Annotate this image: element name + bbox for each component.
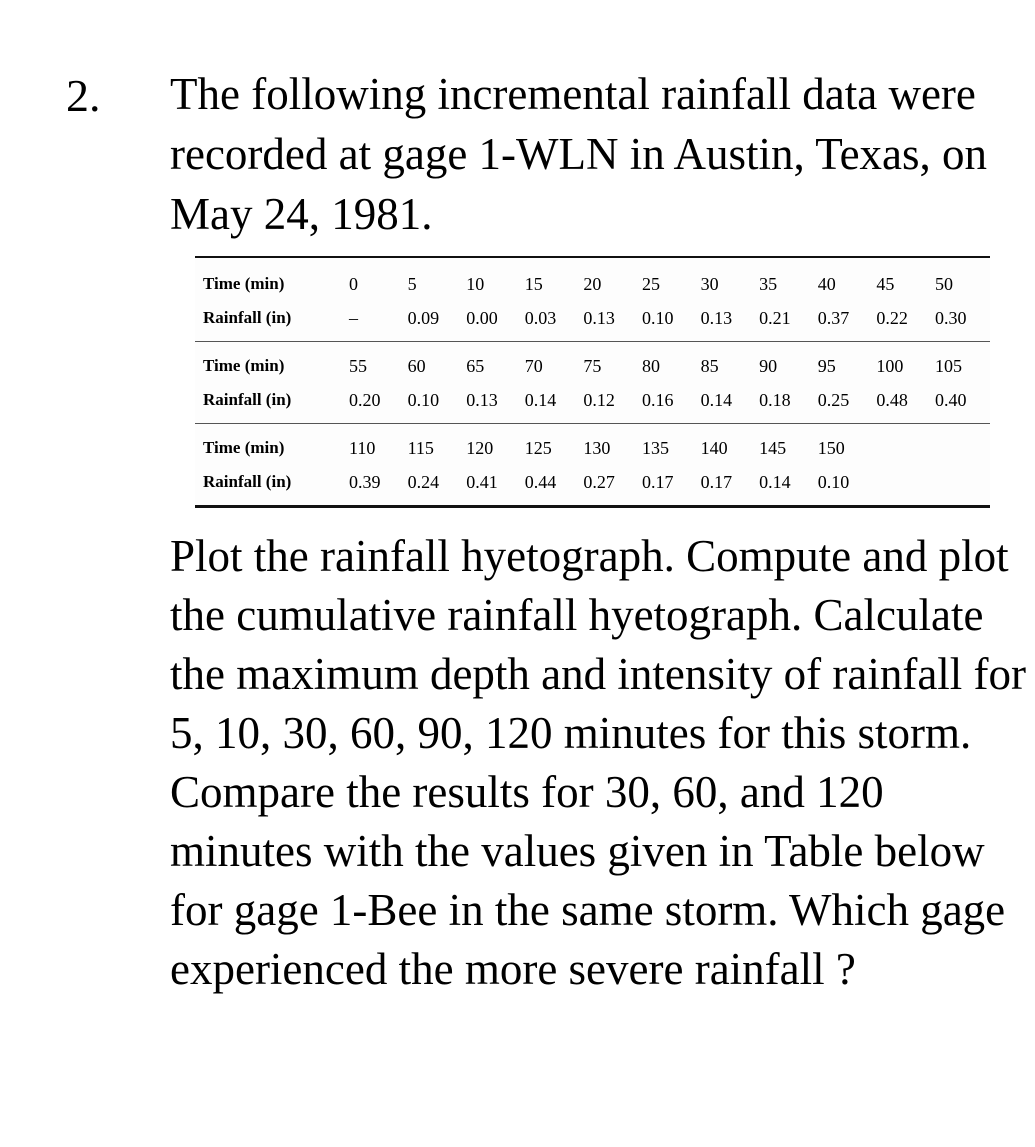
rainfall-row	[195, 383, 990, 417]
rainfall-row-label: Rainfall (in)	[203, 472, 292, 491]
table-cell: 20	[583, 273, 602, 294]
table-cell: 135	[641, 437, 669, 458]
table-cell: 0.12	[583, 389, 615, 410]
table-cell: 0.30	[934, 307, 967, 328]
table-cell: 0.09	[407, 307, 440, 328]
table-cell: 85	[700, 355, 719, 376]
table-cell: 0.44	[524, 471, 557, 492]
table-cell: 0.16	[641, 389, 674, 410]
table-cell: 0.40	[934, 389, 967, 410]
table-cell: 0.37	[817, 307, 850, 328]
table-cell: 0.14	[524, 389, 557, 410]
table-cell: 0.10	[407, 389, 440, 410]
table-cell: 65	[466, 355, 485, 376]
time-row-label: Time (min)	[203, 438, 285, 457]
table-cell: 15	[524, 273, 543, 294]
table-cell: 0.27	[583, 471, 615, 492]
table-cell: 95	[817, 355, 836, 376]
table-cell: 35	[759, 273, 778, 294]
table-cell: 0.48	[876, 389, 908, 410]
question-number: 2.	[66, 70, 101, 121]
rainfall-row	[195, 301, 990, 335]
table-cell: 120	[466, 437, 494, 458]
table-cell: 80	[641, 355, 660, 376]
table-block	[195, 258, 990, 341]
problem-instructions: Plot the rainfall hyetograph. Compute and plot the cumulative rainfall hyetograph. Calculate the maximum depth and intensity of rainfall for 5, 10, 30, 60, 90, 120 minutes for this storm. Compare the results for 30, 60, and 120 minutes with the values given in Table below for gage 1-Bee in the same storm. Which gage experienced the more severe rainfall ?	[170, 531, 1027, 994]
table-cell: 0.21	[759, 307, 791, 328]
table-cell: 0.03	[524, 307, 557, 328]
table-cell: 0.14	[759, 471, 791, 492]
table-cell: 140	[700, 437, 728, 458]
table-cell: 100	[876, 355, 904, 376]
table-cell: 0.14	[700, 389, 733, 410]
table-cell: 0.10	[817, 471, 850, 492]
table-cell: 0.22	[876, 307, 908, 328]
table-cell: 0.13	[700, 307, 733, 328]
table-cell: 45	[876, 273, 895, 294]
table-block	[195, 341, 990, 423]
table-cell: 0.13	[583, 307, 615, 328]
time-row	[195, 267, 990, 301]
table-cell: 130	[583, 437, 611, 458]
table-cell: 30	[700, 273, 719, 294]
table-cell: 0.39	[349, 471, 381, 492]
table-cell: 0.13	[466, 389, 498, 410]
rainfall-row-label: Rainfall (in)	[203, 390, 292, 409]
rainfall-table	[195, 256, 990, 508]
table-cell: 0.20	[349, 389, 381, 410]
table-cell: 0	[349, 273, 358, 294]
table-cell: 0.10	[641, 307, 674, 328]
table-cell: 75	[583, 355, 602, 376]
table-cell: 0.17	[700, 471, 733, 492]
table-cell: –	[349, 307, 358, 328]
table-cell: 60	[407, 355, 426, 376]
time-row	[195, 349, 990, 383]
table-cell: 105	[934, 355, 962, 376]
table-cell: 150	[817, 437, 845, 458]
table-block	[195, 423, 990, 505]
table-cell: 0.18	[759, 389, 791, 410]
table-cell: 90	[759, 355, 778, 376]
table-cell: 5	[407, 273, 417, 294]
table-cell: 50	[934, 273, 953, 294]
table-cell: 0.24	[407, 471, 440, 492]
table-cell: 10	[466, 273, 485, 294]
time-row	[195, 431, 990, 465]
problem-intro: The following incremental rainfall data were recorded at gage 1-WLN in Austin, Texas, on May 24, 1981.	[170, 69, 988, 239]
time-row-label: Time (min)	[203, 274, 285, 293]
table-cell: 40	[817, 273, 836, 294]
table-cell: 125	[524, 437, 552, 458]
table-cell: 0.17	[641, 471, 674, 492]
table-cell: 0.00	[466, 307, 498, 328]
rainfall-row	[195, 465, 990, 499]
table-cell: 25	[641, 273, 660, 294]
table-cell: 110	[349, 437, 376, 458]
table-cell: 145	[759, 437, 787, 458]
time-row-label: Time (min)	[203, 356, 285, 375]
rainfall-row-label: Rainfall (in)	[203, 308, 292, 327]
table-cell: 0.41	[466, 471, 498, 492]
table-cell: 0.25	[817, 389, 850, 410]
table-cell: 70	[524, 355, 543, 376]
table-cell: 115	[407, 437, 434, 458]
table-cell: 55	[349, 355, 367, 376]
